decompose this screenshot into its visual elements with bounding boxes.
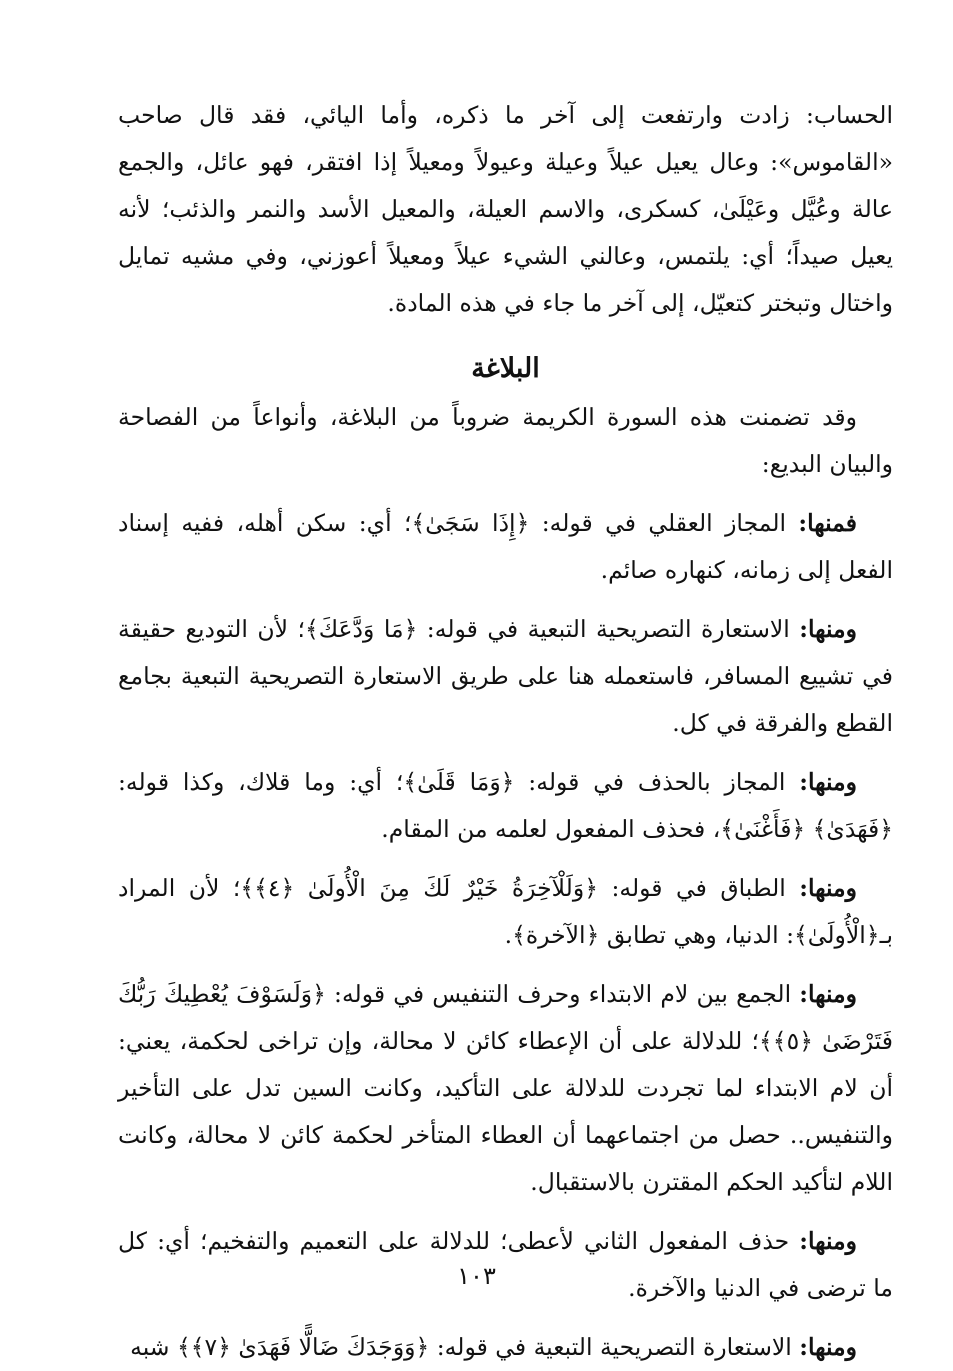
page-body (118, 92, 893, 1371)
item-lead: ومنها: (799, 874, 857, 902)
item-lead: ومنها: (799, 615, 857, 643)
intro-paragraph: الحساب: زادت وارتفعت إلى آخر ما ذكره، وأما اليائي، فقد قال صاحب «القاموس»: وعال يعيل عيلاً وعيلة وعيولاً ومعيلاً إذا افتقر، فهو عائل، والجمع عالة وعُيَّل وعَيْلَىٰ، كسكرى، والاسم العيلة، والمعيل الأسد والنمر والذئب؛ لأنه يعيل صيداً؛ أي: يلتمس، وعالني الشيء عيلاً ومعيلاً أعوزني، وفي مشيه تمايل واختال وتبختر كتعيّل، إلى آخر ما جاء في هذه المادة. (118, 101, 893, 317)
item-lead: ومنها: (799, 1333, 857, 1361)
section-heading: البلاغة (471, 353, 540, 384)
item-text: حذف المفعول الثاني لأعطى؛ للدلالة على التعميم والتفخيم؛ أي: كل ما ترضى في الدنيا والآخرة. (118, 1227, 893, 1302)
item-text: المجاز بالحذف في قوله: ﴿وَمَا قَلَىٰ﴾؛ أي: وما قلاك، وكذا قوله: ﴿فَهَدَىٰ﴾ ﴿فَأَغْنَىٰ﴾، فحذف المفعول لعلمه من المقام. (118, 768, 893, 843)
page-number: ١٠٣ (457, 1262, 496, 1290)
item-text: الطباق في قوله: ﴿وَلَلْآخِرَةُ خَيْرٌ لَكَ مِنَ الْأُولَىٰ ﴿٤﴾﴾؛ لأن المراد بـ﴿الْأُولَىٰ﴾: الدنيا، وهي تطابق ﴿الآخرة﴾. (118, 874, 893, 949)
item-lead: ومنها: (799, 768, 857, 796)
rhetoric-item-2 (118, 606, 893, 747)
rhetoric-item-7 (118, 1324, 893, 1371)
item-text: الاستعارة التصريحية التبعية في قوله: ﴿وَوَجَدَكَ ضَالًّا فَهَدَىٰ ﴿٧﴾﴾ شبه (130, 1333, 800, 1361)
item-text: الجمع بين لام الابتداء وحرف التنفيس في قوله: ﴿وَلَسَوْفَ يُعْطِيكَ رَبُّكَ فَتَرْضَىٰ ﴿٥﴾﴾؛ للدلالة على أن الإعطاء كائن لا محالة، وإن تراخى لحكمة، يعني: أن لام الابتداء لما تجردت للدلالة على التأكيد، وكانت السين تدل على التأخير والتنفيس.. حصل من اجتماعهما أن العطاء المتأخر لحكمة كائن لا محالة، وكانت اللام لتأكيد الحكم المقترن بالاستقبال. (118, 980, 893, 1196)
rhetoric-item-5 (118, 971, 893, 1206)
item-text: المجاز العقلي في قوله: ﴿إِذَا سَجَىٰ﴾؛ أي: سكن أهله، ففيه إسناد الفعل إلى زمانه، كنهاره صائم. (118, 509, 893, 584)
section-intro: وقد تضمنت هذه السورة الكريمة ضروباً من البلاغة، وأنواعاً من الفصاحة والبيان البديع: (118, 403, 893, 478)
item-text: الاستعارة التصريحية التبعية في قوله: ﴿مَا وَدَّعَكَ﴾؛ لأن التوديع حقيقة في تشييع المسافر، فاستعمله هنا على طريق الاستعارة التصريحية التبعية بجامع القطع والفرقة في كل. (118, 615, 893, 737)
item-lead: ومنها: (799, 1227, 857, 1255)
rhetoric-item-4 (118, 865, 893, 959)
item-lead: ومنها: (799, 980, 857, 1008)
rhetoric-item-3 (118, 759, 893, 853)
rhetoric-item-1 (118, 500, 893, 594)
item-lead: فمنها: (798, 509, 857, 537)
